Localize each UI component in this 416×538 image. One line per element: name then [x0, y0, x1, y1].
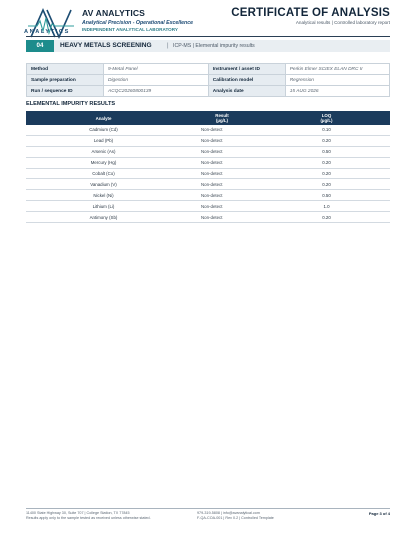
document-title-block [231, 7, 390, 25]
loq-cell: 0.20 [263, 157, 390, 168]
section-title: HEAVY METALS SCREENING [60, 42, 152, 49]
info-label: Run / sequence ID [27, 86, 104, 97]
info-value: Digestion [104, 75, 209, 86]
logo-wordmark: ANALYTICS [24, 29, 70, 35]
footer-divider [26, 508, 390, 509]
result-cell: Non-detect [181, 190, 263, 201]
result-row [26, 179, 390, 190]
info-label: Instrument / asset ID [208, 64, 285, 75]
result-cell: Non-detect [181, 201, 263, 212]
loq-header-label: LOQ [321, 113, 332, 118]
result-cell: Non-detect [181, 125, 263, 135]
info-row [27, 86, 390, 97]
result-row [26, 146, 390, 157]
footer-address: 11400 State Highway 30, Suite 707 | College Station, TX 77845 [26, 511, 130, 515]
section-separator: | [167, 43, 169, 49]
info-value: 15 AUG 2026 [285, 86, 389, 97]
info-value: Perkin Elmer SCIEX ELAN DRC II [285, 64, 389, 75]
loq-cell: 0.20 [263, 212, 390, 223]
result-row [26, 125, 390, 135]
results-table [26, 111, 390, 223]
loq-cell: 0.10 [263, 125, 390, 135]
header-divider [26, 36, 390, 37]
org-tagline: Analytical Precision - Operational Excellence [82, 20, 193, 26]
result-cell: Non-detect [181, 157, 263, 168]
info-value: 9-Metal Panel [104, 64, 209, 75]
analyte-column-header: Analyte [26, 111, 181, 125]
loq-cell: 0.50 [263, 146, 390, 157]
result-row [26, 157, 390, 168]
loq-column-header [263, 111, 390, 125]
analyte-cell: Cobalt (Co) [26, 168, 181, 179]
result-cell: Non-detect [181, 212, 263, 223]
info-label: Sample preparation [27, 75, 104, 86]
results-heading: ELEMENTAL IMPURITY RESULTS [26, 101, 116, 107]
loq-cell: 0.20 [263, 135, 390, 146]
result-row [26, 168, 390, 179]
result-row [26, 201, 390, 212]
footer-middle [197, 511, 274, 521]
org-subtitle: INDEPENDENT ANALYTICAL LABORATORY [82, 26, 178, 32]
result-column-header [181, 111, 263, 125]
result-cell: Non-detect [181, 135, 263, 146]
document-title: CERTIFICATE OF ANALYSIS [231, 7, 390, 19]
info-value: Regression [285, 75, 389, 86]
analyte-cell: Cadmium (Cd) [26, 125, 181, 135]
analyte-cell: Lithium (Li) [26, 201, 181, 212]
info-label: Analysis date [208, 86, 285, 97]
result-cell: Non-detect [181, 179, 263, 190]
info-label: Method [27, 64, 104, 75]
result-cell: Non-detect [181, 146, 263, 157]
footer-disclaimer: Results apply only to the sample tested as received unless otherwise stated. [26, 516, 151, 520]
page-number: Page 3 of 4 [368, 511, 390, 516]
result-header-unit: (µg/L) [215, 118, 229, 123]
org-block [82, 8, 193, 32]
loq-cell: 1.0 [263, 201, 390, 212]
result-row [26, 212, 390, 223]
org-name: AV ANALYTICS [82, 8, 145, 18]
method-info-table [26, 63, 390, 97]
info-value: ACQC20260800139 [104, 86, 209, 97]
footer-left [26, 511, 151, 521]
analyte-cell: Lead (Pb) [26, 135, 181, 146]
footer-contact: 979-319-5808 | info@avanalytical.com [197, 511, 260, 515]
document-subtitle: Analytical results | Controlled laboratory report [295, 20, 390, 25]
result-row [26, 190, 390, 201]
loq-cell: 0.20 [263, 179, 390, 190]
results-header-row [26, 111, 390, 125]
footer-form-id: F-QA-COA-001 | Rev 0.2 | Controlled Template [197, 516, 274, 520]
analyte-cell: Nickel (Ni) [26, 190, 181, 201]
analyte-cell: Arsenic (As) [26, 146, 181, 157]
info-row [27, 64, 390, 75]
loq-cell: 0.20 [263, 168, 390, 179]
analyte-cell: Vanadium (V) [26, 179, 181, 190]
section-detail: ICP-MS | Elemental impurity results [173, 43, 255, 49]
info-label: Calibration model [208, 75, 285, 86]
result-row [26, 135, 390, 146]
loq-header-unit: (µg/L) [320, 118, 333, 123]
analyte-cell: Mercury (Hg) [26, 157, 181, 168]
result-header-label: Result [215, 113, 229, 118]
section-number-badge: 04 [26, 40, 54, 52]
section-heading [26, 40, 390, 52]
analyte-cell: Antimony (Sb) [26, 212, 181, 223]
loq-cell: 0.50 [263, 190, 390, 201]
result-cell: Non-detect [181, 168, 263, 179]
info-row [27, 75, 390, 86]
